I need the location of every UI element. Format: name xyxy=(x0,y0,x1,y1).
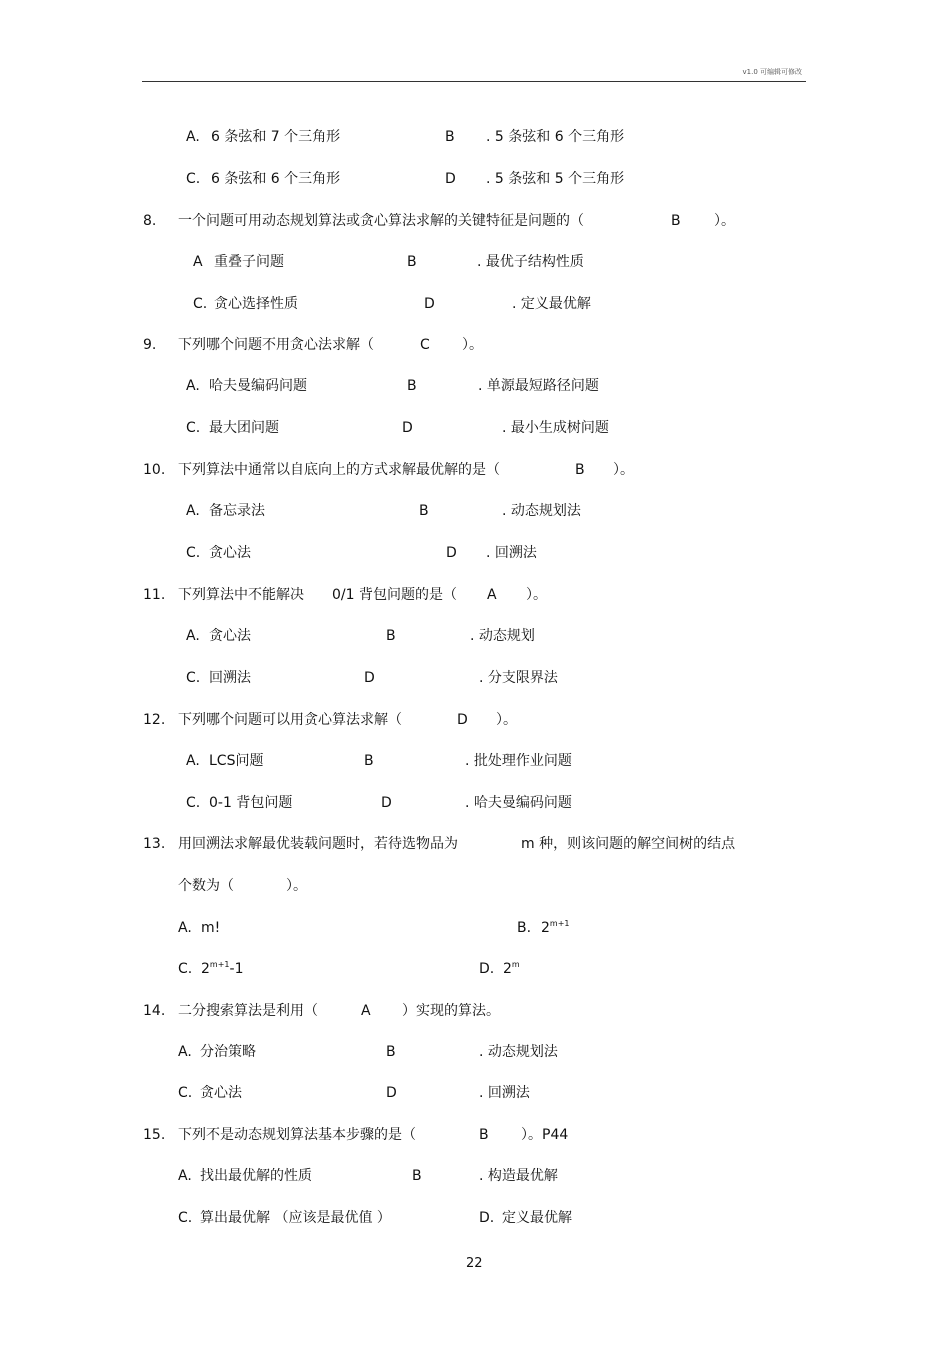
question-stem-end: ）。 xyxy=(496,712,517,728)
option-a-text: 贪心法 xyxy=(209,628,251,644)
question-stem-end: ）。 xyxy=(526,587,547,603)
option-d-label: D xyxy=(402,420,413,436)
option-d-label: D xyxy=(424,296,435,312)
header-rule xyxy=(142,81,806,82)
option-b-label: B xyxy=(407,378,417,394)
option-c-text: 贪心法 xyxy=(209,545,251,561)
question-stem-end: ）。 xyxy=(286,878,307,894)
option-a-label: A. xyxy=(178,1044,192,1060)
option-b-text: . 最优子结构性质 xyxy=(477,254,584,270)
option-b-text: . 单源最短路径问题 xyxy=(478,378,599,394)
option-a-text: 6 条弦和 7 个三角形 xyxy=(211,129,341,145)
option-d-text: 定义最优解 xyxy=(502,1210,572,1226)
answer: B xyxy=(479,1127,489,1143)
option-c-math xyxy=(201,961,243,977)
option-b-label: B xyxy=(386,628,396,644)
option-a-text: 重叠子问题 xyxy=(214,254,284,270)
option-c-label: C. xyxy=(178,1085,193,1101)
option-d-text: . 回溯法 xyxy=(486,545,537,561)
question-stem: 下列不是动态规划算法基本步骤的是（ xyxy=(178,1127,416,1143)
option-c-text: 0-1 背包问题 xyxy=(209,795,293,811)
option-a-label: A xyxy=(193,254,203,270)
question-stem: 下列算法中通常以自底向上的方式求解最优解的是（ xyxy=(178,462,500,478)
option-d-label: D. xyxy=(479,1210,495,1226)
question-stem-end: ）。 xyxy=(714,213,735,229)
option-d-label: D xyxy=(386,1085,397,1101)
answer: A xyxy=(361,1003,371,1019)
option-a-text: 备忘录法 xyxy=(209,503,265,519)
question-number: 10. xyxy=(143,462,166,478)
option-d-label: D xyxy=(446,545,457,561)
question-stem-line2: 个数为（ xyxy=(178,878,234,894)
option-d-exponent: m xyxy=(511,960,520,969)
question-number: 14. xyxy=(143,1003,166,1019)
option-b-text: . 5 条弦和 6 个三角形 xyxy=(486,129,625,145)
question-number: 8. xyxy=(143,213,157,229)
option-a-label: A. xyxy=(186,129,200,145)
question-number: 13. xyxy=(143,836,166,852)
option-d-label: D xyxy=(381,795,392,811)
option-d-text: . 5 条弦和 5 个三角形 xyxy=(486,171,625,187)
option-d-text: . 哈夫曼编码问题 xyxy=(465,795,572,811)
option-c-label: C. xyxy=(186,171,201,187)
option-a-text: 找出最优解的性质 xyxy=(200,1168,312,1184)
option-b-text: . 动态规划 xyxy=(470,628,535,644)
question-stem-cont: m 种，则该问题的解空间树的结点 xyxy=(521,836,736,852)
option-a-text: LCS问题 xyxy=(209,753,264,769)
option-b-label: B xyxy=(445,129,455,145)
header-version: v1.0 可编辑可修改 xyxy=(742,68,802,76)
option-c-label: C. xyxy=(193,296,208,312)
option-c-tail: -1 xyxy=(229,961,244,977)
option-a-label: A. xyxy=(186,628,200,644)
option-d-text: . 定义最优解 xyxy=(512,296,591,312)
option-d-text: . 分支限界法 xyxy=(479,670,558,686)
option-a-text: 哈夫曼编码问题 xyxy=(209,378,307,394)
option-d-text: . 最小生成树问题 xyxy=(502,420,609,436)
option-c-text: 贪心选择性质 xyxy=(214,296,298,312)
option-d-base: 2 xyxy=(503,961,512,977)
option-c-text: 最大团问题 xyxy=(209,420,279,436)
answer: A xyxy=(487,587,497,603)
option-c-label: C. xyxy=(186,545,201,561)
question-stem: 下列哪个问题不用贪心法求解（ xyxy=(178,337,374,353)
option-b-exponent: m+1 xyxy=(549,919,570,928)
option-b-math xyxy=(541,920,570,936)
question-stem-end: ）实现的算法。 xyxy=(402,1003,500,1019)
option-a-label: A. xyxy=(178,920,192,936)
option-c-text: 6 条弦和 6 个三角形 xyxy=(211,171,341,187)
question-number: 9. xyxy=(143,337,157,353)
option-d-label: D. xyxy=(479,961,495,977)
question-stem: 用回溯法求解最优装载问题时，若待选物品为 xyxy=(178,836,458,852)
option-d-math xyxy=(503,961,520,977)
option-b-text: . 动态规划法 xyxy=(502,503,581,519)
question-stem-end: ）。 xyxy=(462,337,483,353)
option-b-label: B. xyxy=(517,920,532,936)
option-d-label: D xyxy=(364,670,375,686)
question-stem-end: ）。P44 xyxy=(521,1127,569,1143)
answer: C xyxy=(420,337,430,353)
question-stem: 下列算法中不能解决 xyxy=(178,587,304,603)
option-b-text: . 批处理作业问题 xyxy=(465,753,572,769)
option-c-label: C. xyxy=(186,420,201,436)
option-b-label: B xyxy=(407,254,417,270)
option-b-label: B xyxy=(386,1044,396,1060)
question-stem: 下列哪个问题可以用贪心算法求解（ xyxy=(178,712,402,728)
option-a-label: A. xyxy=(186,503,200,519)
option-b-label: B xyxy=(412,1168,422,1184)
question-number: 11. xyxy=(143,587,166,603)
option-c-label: C. xyxy=(178,961,193,977)
question-stem-end: ）。 xyxy=(613,462,634,478)
option-b-base: 2 xyxy=(541,920,550,936)
option-d-label: D xyxy=(445,171,456,187)
option-a-label: A. xyxy=(186,378,200,394)
option-b-text: . 构造最优解 xyxy=(479,1168,558,1184)
option-c-label: C. xyxy=(178,1210,193,1226)
answer: B xyxy=(671,213,681,229)
answer: B xyxy=(575,462,585,478)
option-b-label: B xyxy=(364,753,374,769)
option-c-text: 回溯法 xyxy=(209,670,251,686)
option-a-text: 分治策略 xyxy=(200,1044,256,1060)
answer: D xyxy=(457,712,468,728)
option-c-label: C. xyxy=(186,670,201,686)
question-number: 12. xyxy=(143,712,166,728)
option-d-text: . 回溯法 xyxy=(479,1085,530,1101)
question-number: 15. xyxy=(143,1127,166,1143)
option-b-text: . 动态规划法 xyxy=(479,1044,558,1060)
option-c-exponent: m+1 xyxy=(209,960,230,969)
option-a-label: A. xyxy=(186,753,200,769)
question-stem: 二分搜索算法是利用（ xyxy=(178,1003,318,1019)
option-c-text: 贪心法 xyxy=(200,1085,242,1101)
option-a-label: A. xyxy=(178,1168,192,1184)
question-stem-cont: 0/1 背包问题的是（ xyxy=(332,587,457,603)
option-c-label: C. xyxy=(186,795,201,811)
page-number: 22 xyxy=(466,1256,483,1271)
option-c-base: 2 xyxy=(201,961,210,977)
option-c-text: 算出最优解 （应该是最优值 ） xyxy=(200,1210,391,1226)
question-stem: 一个问题可用动态规划算法或贪心算法求解的关键特征是问题的（ xyxy=(178,213,584,229)
option-b-label: B xyxy=(419,503,429,519)
option-a-text: m! xyxy=(201,920,221,936)
